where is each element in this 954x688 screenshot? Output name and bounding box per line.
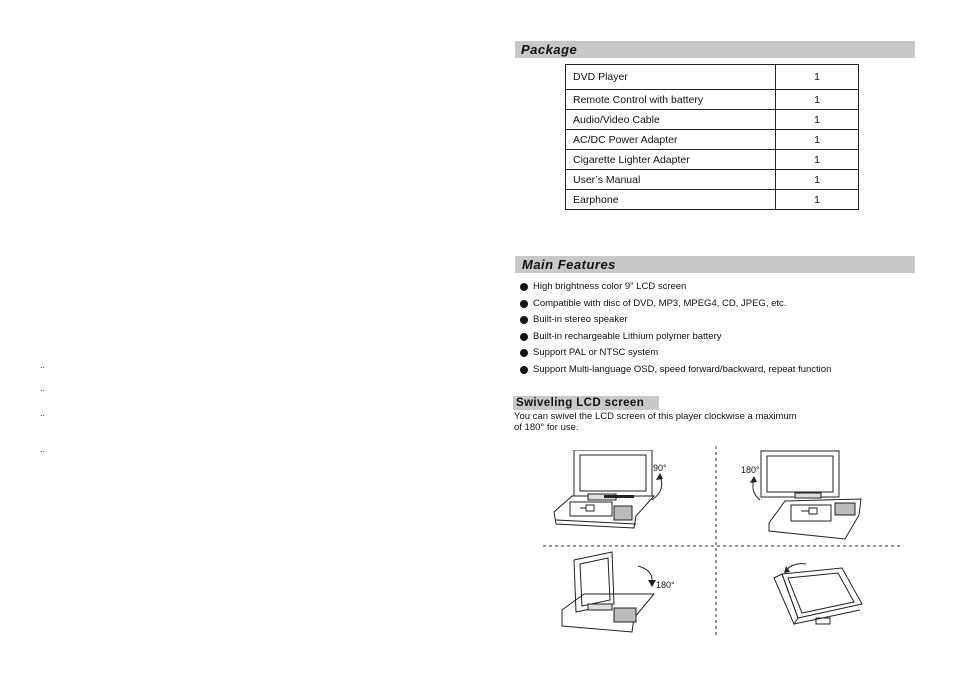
features-heading: Main Features bbox=[522, 257, 616, 272]
player-base bbox=[554, 496, 654, 528]
list-item bbox=[520, 312, 831, 329]
package-heading: Package bbox=[521, 42, 578, 57]
player-illustration-90 bbox=[550, 450, 660, 540]
package-item-qty: 1 bbox=[776, 90, 859, 110]
table-row bbox=[566, 170, 859, 190]
bullet-icon bbox=[520, 366, 528, 374]
swivel-description-line2: of 180° for use. bbox=[514, 422, 579, 433]
feature-text: Compatible with disc of DVD, MP3, MPEG4, CD, JPEG, etc. bbox=[533, 297, 787, 309]
package-item-qty: 1 bbox=[776, 130, 859, 150]
left-marker-1: .. bbox=[40, 360, 46, 370]
list-item bbox=[520, 345, 831, 362]
table-row bbox=[566, 150, 859, 170]
package-table bbox=[565, 64, 859, 210]
lcd-screen-frame bbox=[574, 450, 652, 496]
package-item-name: Cigarette Lighter Adapter bbox=[566, 150, 776, 170]
package-item-name: Earphone bbox=[566, 190, 776, 210]
bullet-icon bbox=[520, 349, 528, 357]
package-item-qty: 1 bbox=[776, 110, 859, 130]
lcd-screen-display bbox=[788, 573, 854, 613]
swivel-description-line1: You can swivel the LCD screen of this player clockwise a maximum bbox=[514, 411, 797, 422]
rotation-arrow-icon bbox=[650, 472, 670, 502]
bullet-icon bbox=[520, 333, 528, 341]
package-heading-bar bbox=[515, 41, 915, 58]
list-item bbox=[520, 296, 831, 313]
player-base bbox=[774, 574, 798, 624]
package-item-qty: 1 bbox=[776, 65, 859, 90]
angle-label-90: 90° bbox=[653, 463, 667, 473]
features-list bbox=[520, 279, 831, 378]
swivel-heading-bar bbox=[513, 396, 659, 410]
lcd-screen-frame bbox=[761, 451, 839, 497]
bullet-icon bbox=[520, 300, 528, 308]
list-item bbox=[520, 362, 831, 379]
bullet-icon bbox=[520, 283, 528, 291]
table-row bbox=[566, 130, 859, 150]
swivel-heading: Swiveling LCD screen bbox=[516, 397, 645, 409]
lcd-screen-display bbox=[580, 455, 646, 491]
package-item-qty: 1 bbox=[776, 150, 859, 170]
angle-label-180-flip: 180° bbox=[741, 465, 760, 475]
left-marker-2: .. bbox=[40, 383, 46, 393]
package-item-name: Audio/Video Cable bbox=[566, 110, 776, 130]
feature-text: Support Multi-language OSD, speed forward/backward, repeat function bbox=[533, 363, 832, 375]
package-item-name: Remote Control with battery bbox=[566, 90, 776, 110]
left-marker-3: .. bbox=[40, 408, 46, 418]
package-item-name: DVD Player bbox=[566, 65, 776, 90]
feature-text: Built-in rechargeable Lithium polymer battery bbox=[533, 330, 722, 342]
feature-text: Support PAL or NTSC system bbox=[533, 347, 659, 358]
lcd-screen-display bbox=[767, 456, 833, 492]
table-row bbox=[566, 110, 859, 130]
feature-text: Built-in stereo speaker bbox=[533, 314, 628, 325]
table-row bbox=[566, 190, 859, 210]
angle-label-180-rotate: 180° bbox=[656, 580, 675, 590]
left-marker-4: .. bbox=[40, 444, 46, 454]
package-item-name: AC/DC Power Adapter bbox=[566, 130, 776, 150]
table-row bbox=[566, 90, 859, 110]
package-item-name: User’s Manual bbox=[566, 170, 776, 190]
package-item-qty: 1 bbox=[776, 170, 859, 190]
rotation-arrow-icon bbox=[748, 476, 764, 502]
bullet-icon bbox=[520, 316, 528, 324]
lcd-screen-display bbox=[580, 558, 610, 606]
swivel-description bbox=[514, 411, 844, 433]
list-item bbox=[520, 329, 831, 346]
package-item-qty: 1 bbox=[776, 190, 859, 210]
list-item bbox=[520, 279, 831, 296]
player-illustration-180-flip bbox=[755, 447, 865, 545]
feature-text: High brightness color 9" LCD screen bbox=[533, 281, 687, 292]
features-heading-bar bbox=[515, 256, 915, 273]
player-illustration-tablet bbox=[768, 560, 868, 634]
table-row bbox=[566, 65, 859, 90]
